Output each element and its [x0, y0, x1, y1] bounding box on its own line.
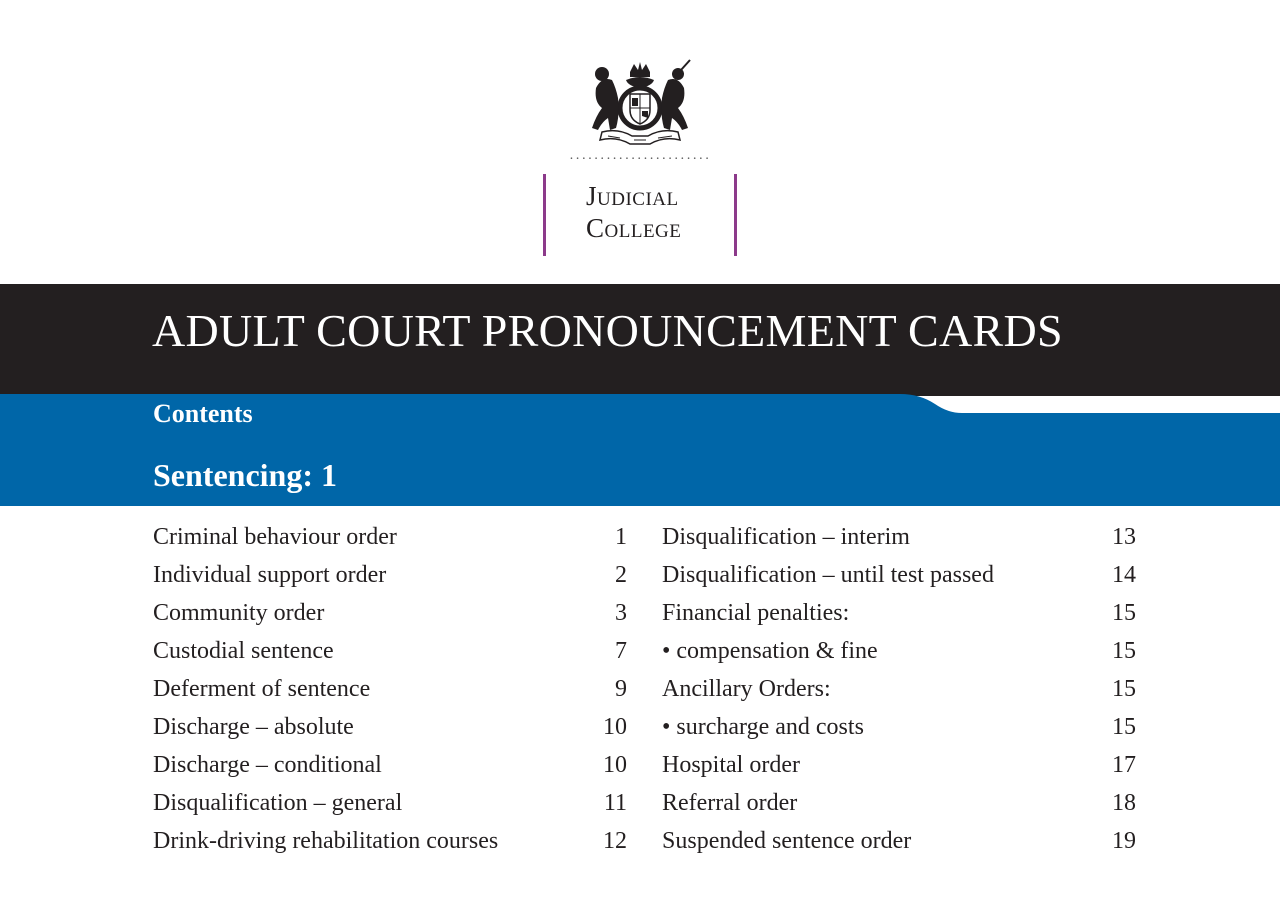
- toc-entry-page-number: 15: [1112, 676, 1136, 702]
- toc-entry[interactable]: [153, 632, 627, 670]
- toc-entry-label: Criminal behaviour order: [153, 524, 397, 550]
- toc-entry-page-number: 11: [603, 790, 627, 816]
- toc-entry-label: Discharge – conditional: [153, 752, 382, 778]
- toc-entry-page-number: 1: [615, 524, 627, 550]
- contents-heading: Contents: [153, 399, 253, 428]
- toc-entry-label: Custodial sentence: [153, 638, 334, 664]
- college-name-line-1: Judicial: [586, 181, 679, 211]
- toc-entry-page-number: 18: [1112, 790, 1136, 816]
- toc-entry-page-number: 9: [615, 676, 627, 702]
- toc-entry[interactable]: [153, 670, 627, 708]
- toc-entry-page-number: 14: [1112, 562, 1136, 588]
- toc-entry-label: Drink-driving rehabilitation courses: [153, 828, 499, 854]
- toc-right-column: [662, 518, 1136, 860]
- toc-entry-page-number: 3: [615, 600, 627, 626]
- toc-entry[interactable]: [662, 594, 1136, 632]
- royal-coat-of-arms-logo: [588, 58, 692, 148]
- toc-entry-label: • surcharge and costs: [662, 714, 864, 740]
- toc-entry[interactable]: [662, 518, 1136, 556]
- toc-entry-page-number: 17: [1112, 752, 1136, 778]
- toc-entry-label: Disqualification – interim: [662, 524, 910, 550]
- college-name-line-2: College: [586, 213, 682, 243]
- toc-entry[interactable]: [662, 632, 1136, 670]
- toc-entry[interactable]: [662, 746, 1136, 784]
- toc-entry[interactable]: [662, 708, 1136, 746]
- toc-entry[interactable]: [153, 822, 627, 860]
- toc-entry-page-number: 10: [603, 714, 627, 740]
- toc-entry[interactable]: [153, 594, 627, 632]
- toc-entry-page-number: 15: [1112, 638, 1136, 664]
- toc-entry-label: • compensation & fine: [662, 638, 878, 664]
- toc-entry-page-number: 7: [615, 638, 627, 664]
- toc-entry-page-number: 12: [603, 828, 627, 854]
- toc-entry-label: Disqualification – general: [153, 790, 403, 816]
- toc-entry-label: Financial penalties:: [662, 600, 850, 626]
- toc-entry-label: Hospital order: [662, 752, 800, 778]
- toc-entry-page-number: 19: [1112, 828, 1136, 854]
- toc-entry-label: Community order: [153, 600, 325, 626]
- toc-entry[interactable]: [662, 670, 1136, 708]
- toc-entry-label: Ancillary Orders:: [662, 676, 831, 702]
- toc-entry[interactable]: [662, 784, 1136, 822]
- toc-entry-label: Discharge – absolute: [153, 714, 354, 740]
- updated-date: Updated November 2016: [993, 395, 1145, 411]
- toc-entry-page-number: 15: [1112, 600, 1136, 626]
- toc-entry-label: Individual support order: [153, 562, 387, 588]
- toc-entry-label: Referral order: [662, 790, 798, 816]
- toc-entry[interactable]: [662, 822, 1136, 860]
- toc-left-column: [153, 518, 627, 860]
- toc-entry-label: Suspended sentence order: [662, 828, 912, 854]
- toc-entry[interactable]: [153, 784, 627, 822]
- judicial-college-logo: [543, 174, 737, 256]
- toc-entry-page-number: 15: [1112, 714, 1136, 740]
- toc-entry[interactable]: [662, 556, 1136, 594]
- toc-entry-page-number: 2: [615, 562, 627, 588]
- toc-entry-page-number: 10: [603, 752, 627, 778]
- document-title: ADULT COURT PRONOUNCEMENT CARDS: [152, 305, 1063, 356]
- toc-entry[interactable]: [153, 556, 627, 594]
- toc-entry[interactable]: [153, 518, 627, 556]
- dotted-divider: ·······················: [569, 152, 711, 166]
- toc-entry-label: Disqualification – until test passed: [662, 562, 994, 588]
- section-heading: Sentencing: 1: [153, 457, 337, 493]
- toc-entry-label: Deferment of sentence: [153, 676, 371, 702]
- toc-entry-page-number: 13: [1112, 524, 1136, 550]
- toc-entry[interactable]: [153, 746, 627, 784]
- toc-entry[interactable]: [153, 708, 627, 746]
